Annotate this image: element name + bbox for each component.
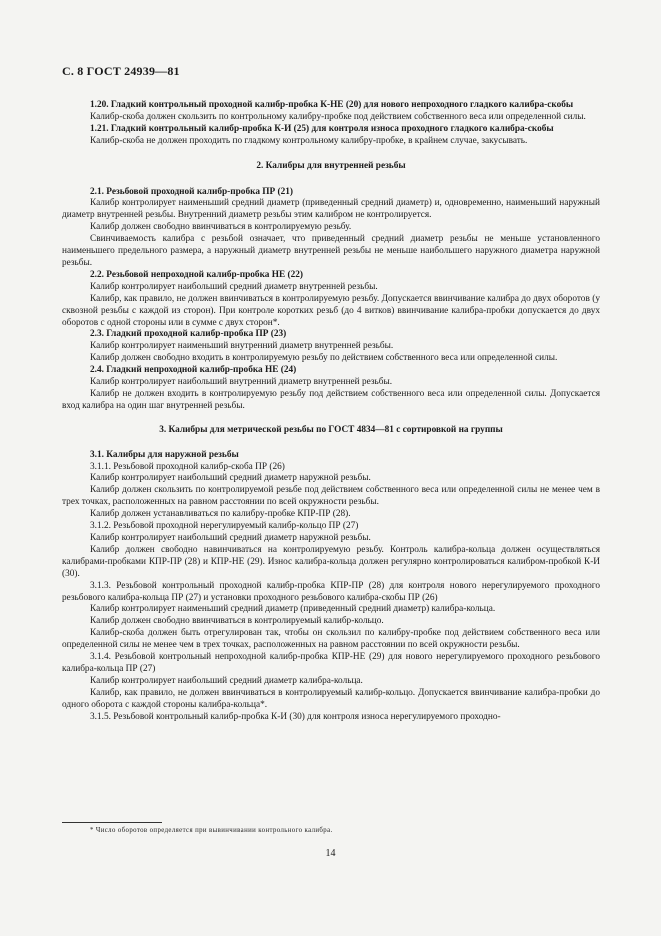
paragraph: Калибр контролирует наибольший средний диаметр внутренней резьбы. — [90, 281, 378, 292]
document-content — [62, 100, 600, 724]
paragraph: Калибр-скоба должен скользить по контрольному калибру-пробке под действием собственного веса или определенной силы. — [90, 111, 586, 122]
paragraph: Калибр не должен входить в контролируемую резьбу под действием собственного веса или определенной силы. Допускается вход калибра на один шаг внутренней резьбы. — [62, 388, 600, 411]
paragraph: Калибр должен устанавливаться по калибру-пробке КПР-ПР (28). — [90, 509, 351, 520]
paragraph: Калибр должен скользить по контролируемой резьбе под действием собственного веса или определенной силы не менее чем в трех точках, расположенных на равном расстоянии по всей окружности резьбы. — [62, 485, 600, 508]
paragraph: Калибр, как правило, не должен ввинчиваться в контролируемую резьбу. Допускается ввинчивание калибра до двух оборотов (у сквозной резьбы с каждой из сторон). При контроле коротких резьб (до 4 витков) ввинчивание калибра-пробки допускается до двух оборотов с одной стороны или в сумме с двух сторон*. — [62, 293, 600, 328]
paragraph: 3.1.1. Резьбовой проходной калибр-скоба ПР (26) — [90, 461, 285, 472]
subsection-heading: 2.3. Гладкий проходной калибр-пробка ПР (23) — [90, 329, 287, 340]
subsection-heading: 1.20. Гладкий контрольный проходной калибр-пробка К-НЕ (20) для нового непроходного гладкого калибра-скобы — [90, 100, 574, 110]
paragraph: Свинчиваемость калибра с резьбой означает, что приведенный средний диаметр резьбы не меньше установленного наименьшего предельного размера, а наружный диаметр внутренней резьбы не меньше наибольшего наружного диаметра наружной резьбы. — [62, 234, 600, 268]
paragraph: Калибр контролирует наибольший средний диаметр наружной резьбы. — [90, 533, 371, 543]
section-heading: 2. Калибры для внутренней резьбы — [256, 160, 406, 171]
subsection-heading: 3.1. Калибры для наружной резьбы — [90, 449, 239, 460]
paragraph: 3.1.2. Резьбовой проходной нерегулируемый калибр-кольцо ПР (27) — [90, 521, 359, 532]
paragraph: Калибр контролирует наименьший средний диаметр (приведенный средний диаметр) и, одновременно, наименьший наружный диаметр внутренней резьбы. Внутренний диаметр резьбы этим калибром не контролируется. — [62, 198, 600, 221]
paragraph: Калибр должен свободно ввинчиваться в контролируемый калибр-кольцо. — [90, 616, 384, 627]
paragraph: Калибр-скоба должен быть отрегулирован так, чтобы он скользил по калибру-пробке под действием собственного веса или определенной силы не менее чем в трех точках, расположенных на равном расстоянии по всей окружности резьбы. — [62, 628, 600, 651]
paragraph: Калибр, как правило, не должен ввинчиваться в контролируемый калибр-кольцо. Допускается ввинчивание калибра-пробки до одного оборота с каждой стороны калибра-кольца*. — [62, 687, 600, 710]
subsection-heading: 2.4. Гладкий непроходной калибр-пробка НЕ (24) — [90, 365, 297, 376]
paragraph: Калибр контролирует наибольший внутренний диаметр внутренней резьбы. — [90, 377, 393, 388]
page-header: С. 8 ГОСТ 24939—81 — [62, 64, 180, 78]
footnote: * Число оборотов определяется при вывинчивании контрольного калибра. — [90, 827, 333, 834]
subsection-heading: 2.2. Резьбовой непроходной калибр-пробка НЕ (22) — [90, 269, 304, 280]
subsection-heading: 1.21. Гладкий контрольный калибр-пробка К-И (25) для контроля износа проходного гладкого калибра-скобы — [90, 123, 554, 134]
page-number: 14 — [325, 848, 336, 859]
footnote-divider — [62, 822, 162, 823]
paragraph: Калибр должен свободно навинчиваться на контролируемую резьбу. Контроль калибра-кольца должен осуществляться калибрами-пробками КПР-ПР (28) и КПР-НЕ (29). Износ калибра-кольца должен регулярно контролироваться калибром-пробкой К-И (30). — [62, 544, 600, 579]
subsection-heading: 2.1. Резьбовой проходной калибр-пробка ПР (21) — [90, 186, 294, 197]
section-heading: 3. Калибры для метрической резьбы по ГОСТ 4834—81 с сортировкой на группы — [159, 424, 503, 435]
paragraph: Калибр контролирует наибольший средний диаметр калибра-кольца. — [90, 675, 363, 686]
paragraph: Калибр контролирует наименьший средний диаметр (приведенный средний диаметр) калибра-кольца. — [90, 604, 496, 615]
paragraph: 3.1.5. Резьбовой контрольный калибр-пробка К-И (30) для контроля износа нерегулируемого проходно- — [90, 711, 501, 722]
paragraph: Калибр должен свободно входить в контролируемую резьбу по действием собственного веса или определенной силы. — [90, 353, 558, 364]
paragraph: Калибр контролирует наименьший внутренний диаметр внутренней резьбы. — [90, 341, 394, 352]
paragraph: Калибр контролирует наибольший средний диаметр наружной резьбы. — [90, 473, 371, 484]
paragraph: Калибр должен свободно ввинчиваться в контролируемую резьбу. — [90, 222, 352, 233]
paragraph: 3.1.3. Резьбовой контрольный проходной калибр-пробка КПР-ПР (28) для контроля нового нерегулируемого проходного резьбового калибра-кольца ПР (27) и установки проходного резьбового калибра-скобы ПР (26) — [62, 580, 600, 603]
paragraph: Калибр-скоба не должен проходить по гладкому контрольному калибру-пробке, в крайнем случае, закусывать. — [90, 135, 528, 146]
paragraph: 3.1.4. Резьбовой контрольный непроходной калибр-пробка КПР-НЕ (29) для нового нерегулируемого проходного резьбового калибра-кольца ПР (27) — [62, 652, 600, 674]
